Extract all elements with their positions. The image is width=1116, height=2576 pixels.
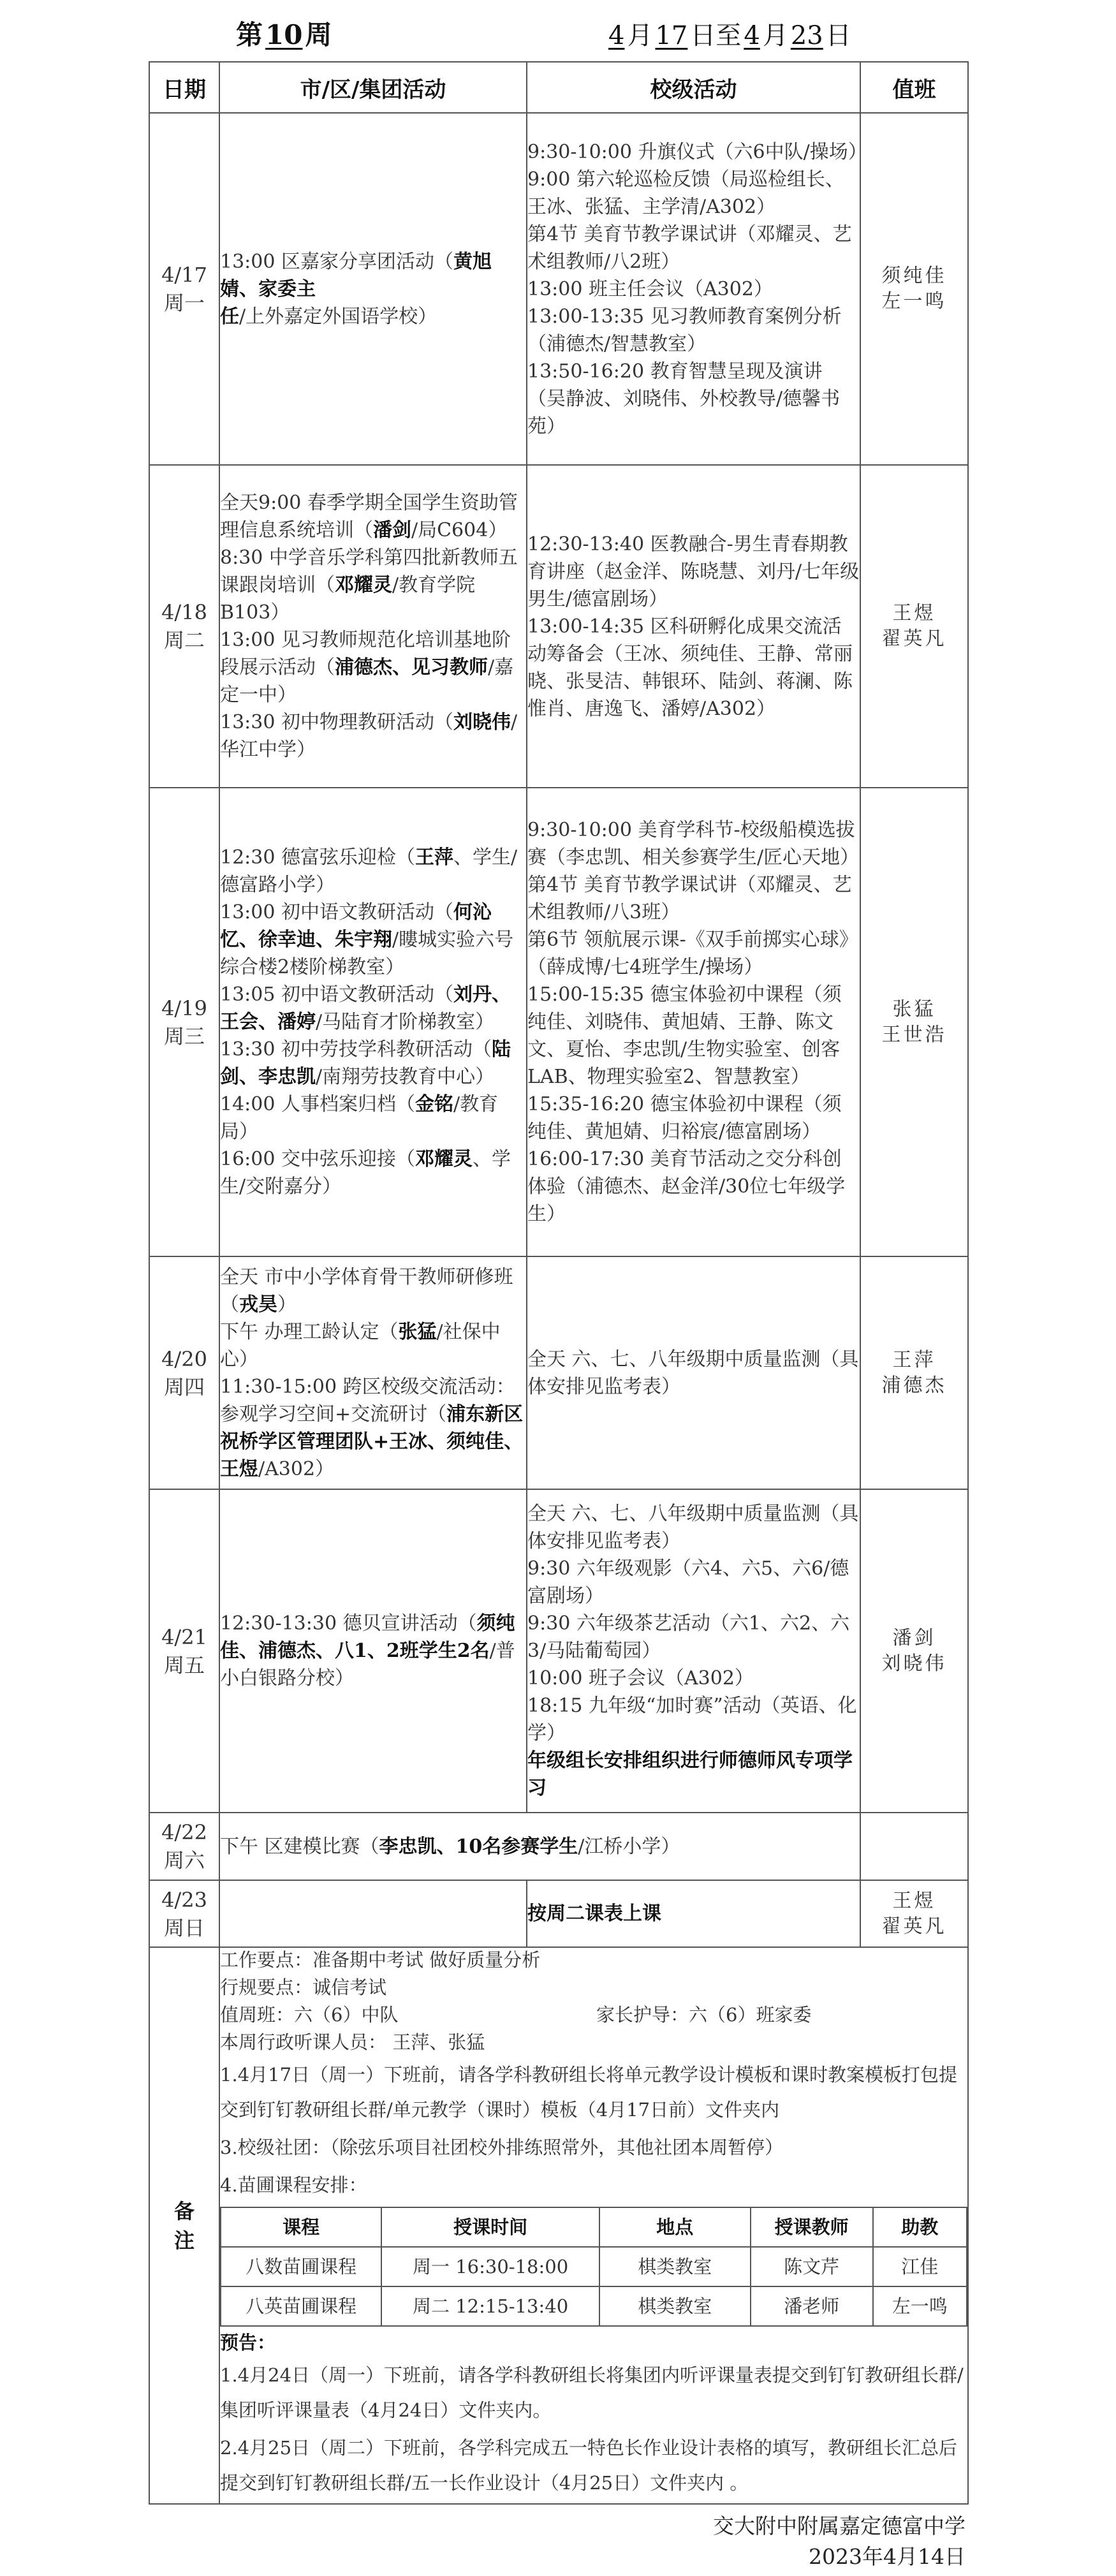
activity-text: 13:00 区嘉家分享团活动（ — [220, 250, 453, 273]
nursery-cell: 左一鸣 — [873, 2286, 967, 2326]
date-value: 4/17 — [161, 263, 207, 287]
duty-person: 王萍 — [892, 1348, 936, 1371]
activity-participants: 浦德杰、见习教师 — [335, 656, 488, 679]
activity-text: 第4节 美育节教学课试讲（邓耀灵、艺术组教师/八2班） — [527, 223, 852, 273]
activity-item — [220, 1833, 860, 1860]
activity-text: 16:00-17:30 美育节活动之交分科创体验（浦德杰、赵金洋/30位七年级学生） — [527, 1148, 846, 1225]
activity-item — [527, 613, 860, 723]
weekday-value: 周三 — [163, 1024, 205, 1049]
activity-text: 12:30-13:40 医教融合-男生青春期教育讲座（赵金洋、陈晓慧、刘丹/七年级男生/德富剧场） — [527, 533, 860, 610]
activity-item — [220, 1318, 526, 1373]
duty-person: 王煜 — [892, 1889, 936, 1912]
activity-participants: 陆剑、李忠凯 — [220, 1038, 511, 1088]
col-header-school-activities: 校级活动 — [527, 62, 860, 113]
activity-item — [527, 981, 860, 1091]
activity-text: 全天9:00 春季学期全国学生资助管理信息系统培训（ — [220, 492, 518, 541]
activity-participants: 金铭 — [415, 1093, 453, 1115]
activity-text: 14:00 人事档案归档（ — [220, 1093, 415, 1115]
nursery-row — [221, 2286, 967, 2326]
activity-text: 13:30 初中物理教研活动（ — [220, 711, 453, 733]
weekday-value: 周一 — [163, 291, 205, 315]
activity-text: 13:05 初中语文教研活动（ — [220, 983, 453, 1006]
activity-text: 9:00 第六轮巡检反馈（局巡检组长、王冰、张猛、主学清/A302） — [527, 168, 844, 218]
activity-item — [220, 1373, 526, 1483]
activity-text: 9:30 六年级观影（六4、六5、六6/德富剧场） — [527, 1557, 849, 1607]
footer-date: 2023年4月14日 — [809, 2544, 965, 2569]
activity-participants: 须纯佳、浦德杰、八1、2班学生2名 — [220, 1612, 515, 1662]
duty-class-text: 值周班：六（6）中队 — [220, 2004, 399, 2026]
date-cell — [149, 1489, 219, 1813]
activity-text: 12:30-13:30 德贝宣讲活动（ — [220, 1612, 477, 1635]
parent-guard-text: 家长护导：六（6）班家委 — [596, 2004, 812, 2026]
activity-item — [220, 844, 526, 899]
duty-cell — [860, 1489, 968, 1813]
activity-item — [527, 166, 860, 221]
activity-text: 下午 区建模比赛（ — [220, 1835, 379, 1858]
city-activities-cell — [219, 1880, 527, 1947]
activity-text: 11:30-15:00 跨区校级交流活动：参观学习空间+交流研讨（ — [220, 1375, 515, 1425]
activity-item — [527, 871, 860, 926]
preview-item-2: 2.4月25日（周二）下班前，各学科完成五一特色长作业设计表格的填写，教研组长汇总后提交到钉钉教研组长群/五一长作业设计（4月25日）文件夹内 。 — [220, 2437, 958, 2494]
activity-participants: 年级组长安排组织进行师德师风专项学习 — [527, 1749, 853, 1799]
school-activities-cell — [527, 465, 860, 788]
activity-text: 13:00 见习教师规范化培训基地阶段展示活动（ — [220, 629, 511, 679]
date-cell — [149, 788, 219, 1256]
activity-text: /马陆育才阶梯教室） — [316, 1011, 495, 1033]
school-activities-cell — [527, 1256, 860, 1489]
week-title — [236, 14, 332, 52]
activity-text: 、学生/交附嘉分） — [220, 1148, 511, 1198]
activity-text: /嘉定一中） — [220, 656, 514, 706]
nursery-col-header: 地点 — [599, 2207, 751, 2247]
date-value: 4/18 — [161, 600, 207, 624]
to-char: 至 — [716, 21, 742, 50]
date-range — [606, 15, 851, 52]
activity-item — [527, 1610, 860, 1665]
schedule-row — [149, 788, 968, 1256]
activity-item — [527, 1555, 860, 1610]
date-value: 4/21 — [161, 1624, 207, 1649]
col-header-city-activities: 市/区/集团活动 — [219, 62, 527, 113]
duty-person: 须纯佳 — [881, 265, 947, 287]
activity-text: /江桥小学） — [578, 1835, 680, 1858]
activity-text: 全天 市中小学体育骨干教师研修班（ — [220, 1265, 513, 1316]
weekday-value: 周六 — [163, 1848, 205, 1873]
activity-item — [220, 1091, 526, 1145]
end-day: 23 — [790, 21, 823, 50]
col-header-duty: 值班 — [860, 62, 968, 113]
nursery-cell: 陈文芹 — [751, 2247, 873, 2286]
date-value: 4/20 — [161, 1346, 207, 1371]
activity-participants: 李忠凯、10名参赛学生 — [379, 1835, 578, 1858]
schedule-row — [149, 465, 968, 788]
nursery-cell: 周一 16:30-18:00 — [381, 2247, 599, 2286]
notes-label-line: 备 — [173, 2198, 195, 2223]
activity-item — [220, 1610, 526, 1692]
school-activities-cell — [527, 1880, 860, 1947]
start-month: 4 — [608, 21, 625, 50]
school-activities-cell — [527, 113, 867, 465]
footer-school-name: 交大附中附属嘉定德富中学 — [713, 2513, 965, 2538]
nursery-cell: 八英苗圃课程 — [221, 2286, 381, 2326]
nursery-col-header: 授课教师 — [751, 2207, 873, 2247]
end-month: 4 — [744, 21, 760, 50]
duty-cell — [860, 1880, 968, 1947]
city-activities-cell — [219, 113, 527, 465]
duty-person: 刘晓伟 — [881, 1652, 947, 1675]
school-activities-cell — [527, 788, 860, 1256]
week-number: 10 — [265, 19, 303, 50]
weekday-value: 周日 — [163, 1915, 205, 1940]
week-prefix: 第 — [236, 19, 263, 50]
nursery-cell: 潘老师 — [751, 2286, 873, 2326]
activity-text: 9:30 六年级茶艺活动（六1、六2、六3/马陆葡萄园） — [527, 1612, 850, 1662]
duty-person: 张猛 — [892, 997, 936, 1020]
activity-item — [220, 489, 526, 544]
merged-activities-cell — [219, 1813, 860, 1880]
notes-row — [149, 1947, 968, 2504]
city-activities-cell — [219, 465, 527, 788]
notes-label-cell — [149, 1947, 219, 2504]
date-value: 4/19 — [161, 996, 207, 1020]
activity-text: 9:30-10:00 升旗仪式（六6中队/操场） — [527, 140, 867, 163]
activity-participants: 戎昊 — [239, 1293, 277, 1316]
work-focus-text: 工作要点：准备期中考试 做好质量分析 — [220, 1949, 541, 1971]
activity-text: 13:50-16:20 教育智慧呈现及演讲（吴静波、刘晓伟、外校教导/德馨书苑） — [527, 360, 841, 438]
nursery-cell: 八数苗圃课程 — [221, 2247, 381, 2286]
activity-text: /A302） — [258, 1457, 335, 1480]
week-suffix: 周 — [305, 19, 332, 50]
day-char: 日 — [690, 21, 716, 50]
activity-item — [527, 1091, 860, 1145]
note-item-3: 3.校级社团：（除弦乐项目社团校外排练照常外，其他社团本周暂停） — [220, 2137, 784, 2158]
activity-text: /教育学院B103） — [220, 574, 476, 624]
nursery-cell: 江佳 — [873, 2247, 967, 2286]
notes-content-cell — [219, 1947, 968, 2504]
activity-item — [527, 1747, 860, 1802]
schedule-row — [149, 1813, 968, 1880]
activity-text: ） — [277, 1293, 297, 1316]
activity-item — [527, 221, 860, 276]
duty-cell — [860, 113, 968, 465]
activity-text: /瞜城实验六号综合楼2楼阶梯教室） — [220, 929, 514, 978]
col-header-date: 日期 — [149, 62, 219, 113]
activity-item — [527, 1665, 860, 1692]
nursery-course-table — [220, 2207, 967, 2327]
activity-text: 13:00 班主任会议（A302） — [527, 277, 773, 300]
preview-item-1: 1.4月24日（周一）下班前，请各学科教研组长将集团内听评课量表提交到钉钉教研组长群/集团听评课量表（4月24日）文件夹内。 — [220, 2364, 964, 2421]
activity-item — [527, 531, 860, 613]
activity-item — [527, 1900, 860, 1927]
activity-item — [220, 899, 526, 981]
nursery-col-header: 授课时间 — [381, 2207, 599, 2247]
city-activities-cell — [219, 1489, 527, 1813]
weekly-schedule-table — [149, 61, 969, 2505]
city-activities-cell — [219, 788, 527, 1256]
date-value: 4/23 — [161, 1887, 207, 1912]
date-cell — [149, 1813, 219, 1880]
date-cell — [149, 113, 219, 465]
school-activities-cell — [527, 1489, 860, 1813]
activity-text: 13:00-14:35 区科研孵化成果交流活动筹备会（王冰、须纯佳、王静、常丽晓、张旻洁、韩银环、陆剑、蒋澜、陈惟肖、唐逸飞、潘婷/A302） — [527, 615, 853, 720]
activity-text: /教育局） — [220, 1093, 499, 1143]
activity-item — [527, 358, 860, 440]
activity-item — [527, 926, 860, 981]
activity-participants: 何沁忆、徐幸迪、朱宇翔 — [220, 901, 492, 951]
activity-text: /华江中学） — [220, 711, 518, 761]
activity-participants: 浦东新区祝桥学区管理团队+王冰、须纯佳、王煜 — [220, 1402, 524, 1480]
month-char: 月 — [627, 21, 653, 50]
nursery-header-row — [221, 2207, 967, 2247]
activity-text: 全天 六、七、八年级期中质量监测（具体安排见监考表） — [527, 1503, 859, 1552]
nursery-cell: 棋类教室 — [599, 2247, 751, 2286]
activity-text: 8:30 中学音乐学科第四批新教师五课跟岗培训（ — [220, 547, 518, 596]
activity-text: 18:15 九年级“加时赛”活动（英语、化学） — [527, 1695, 857, 1744]
duty-cell — [860, 1256, 968, 1489]
duty-person: 翟英凡 — [881, 628, 947, 650]
duty-class-line — [220, 2003, 967, 2028]
activity-text: 全天 六、七、八年级期中质量监测（具体安排见监考表） — [527, 1348, 859, 1398]
duty-person: 潘剑 — [892, 1626, 936, 1649]
duty-person: 翟英凡 — [881, 1915, 947, 1938]
weekday-value: 周二 — [163, 628, 205, 652]
activity-text: 、学生/德富路小学） — [220, 846, 518, 896]
header-row — [149, 62, 968, 113]
duty-person: 王世浩 — [881, 1023, 947, 1046]
duty-person: 浦德杰 — [881, 1374, 947, 1397]
date-cell — [149, 465, 219, 788]
activity-item — [527, 1145, 860, 1228]
activity-item — [527, 1692, 860, 1747]
activity-text: /社保中心） — [220, 1320, 501, 1371]
activity-item — [220, 981, 526, 1036]
duty-person: 王煜 — [892, 602, 936, 624]
activity-text: 9:30-10:00 美育学科节-校级船模选拔赛（李忠凯、相关参赛学生/匠心天地） — [527, 819, 860, 869]
nursery-row — [221, 2247, 967, 2286]
note-item-1: 1.4月17日（周一）下班前，请各学科教研组长将单元教学设计模板和课时教案模板打包提交到钉钉教研组长群/单元教学（课时）模板（4月17日前）文件夹内 — [220, 2064, 958, 2121]
activity-participants: 潘剑 — [373, 519, 411, 541]
activity-participants: 王萍 — [415, 846, 453, 869]
nursery-col-header: 助教 — [873, 2207, 967, 2247]
observers-text: 本周行政听课人员： 王萍、张猛 — [220, 2031, 485, 2053]
activity-text: 13:00-13:35 见习教师教育案例分析（浦德杰/智慧教室） — [527, 305, 842, 355]
activity-participants: 刘丹、王会、潘婷 — [220, 983, 511, 1033]
activity-item — [220, 1263, 526, 1318]
schedule-row — [149, 1880, 968, 1947]
schedule-row — [149, 1489, 968, 1813]
activity-item — [220, 1036, 526, 1091]
activity-item — [220, 248, 526, 330]
activity-item — [527, 816, 860, 871]
activity-participants: 按周二课表上课 — [527, 1903, 661, 1925]
nursery-cell: 周二 12:15-13:40 — [381, 2286, 599, 2326]
activity-item — [527, 276, 860, 303]
activity-participants: 黄旭婧、家委主任 — [220, 250, 492, 328]
nursery-col-header: 课程 — [221, 2207, 381, 2247]
activity-text: 13:00 初中语文教研活动（ — [220, 901, 453, 924]
duty-cell — [860, 465, 968, 788]
activity-item — [527, 303, 860, 358]
activity-text: 16:00 交中弦乐迎接（ — [220, 1148, 415, 1170]
nursery-cell: 棋类教室 — [599, 2286, 751, 2326]
weekday-value: 周四 — [163, 1374, 205, 1399]
conduct-focus-text: 行规要点：诚信考试 — [220, 1976, 387, 1998]
activity-text: 第4节 美育节教学课试讲（邓耀灵、艺术组教师/八3班） — [527, 874, 852, 924]
duty-cell — [860, 788, 968, 1256]
activity-participants: 邓耀灵 — [335, 574, 392, 596]
activity-text: 15:00-15:35 德宝体验初中课程（须纯佳、刘晓伟、黄旭婧、王静、陈文文、夏怡、李忠凯/生物实验室、创客LAB、物理实验室2、智慧教室） — [527, 983, 842, 1088]
activity-item — [220, 544, 526, 626]
duty-person: 左一鸣 — [881, 290, 947, 313]
activity-text: 10:00 班子会议（A302） — [527, 1667, 754, 1689]
activity-item — [220, 1145, 526, 1200]
activity-text: 第6节 领航展示课-《双手前掷实心球》（薛成博/七4班学生/操场） — [527, 929, 858, 978]
start-day: 17 — [655, 21, 688, 50]
activity-item — [527, 1346, 860, 1401]
date-cell — [149, 1256, 219, 1489]
activity-text: /局C604） — [411, 519, 508, 541]
activity-text: 15:35-16:20 德宝体验初中课程（须纯佳、黄旭婧、归裕宸/德富剧场） — [527, 1093, 842, 1143]
activity-participants: 张猛 — [398, 1320, 437, 1343]
activity-item — [527, 138, 867, 166]
weekday-value: 周五 — [163, 1652, 205, 1677]
schedule-row — [149, 113, 968, 465]
notes-label-line: 注 — [173, 2228, 195, 2253]
date-cell — [149, 1880, 219, 1947]
duty-cell — [860, 1813, 968, 1880]
city-activities-cell — [219, 1256, 527, 1489]
activity-item — [220, 709, 526, 763]
preview-title: 预告： — [220, 2332, 276, 2353]
activity-text: 13:30 初中劳技学科教研活动（ — [220, 1038, 492, 1061]
activity-item — [527, 1500, 860, 1555]
note-item-4: 4.苗圃课程安排： — [220, 2174, 367, 2196]
month-char: 月 — [762, 21, 788, 50]
activity-participants: 刘晓伟 — [453, 711, 511, 733]
activity-item — [220, 626, 526, 709]
activity-text: /南翔劳技教育中心） — [316, 1066, 495, 1088]
activity-participants: 邓耀灵 — [415, 1148, 473, 1170]
activity-text: 下午 办理工龄认定（ — [220, 1320, 399, 1343]
activity-text: /普小白银路分校） — [220, 1640, 515, 1689]
day-char: 日 — [825, 21, 851, 50]
date-value: 4/22 — [161, 1820, 207, 1844]
activity-text: /上外嘉定外国语学校） — [239, 305, 437, 328]
activity-text: 12:30 德富弦乐迎检（ — [220, 846, 415, 869]
schedule-row — [149, 1256, 968, 1489]
